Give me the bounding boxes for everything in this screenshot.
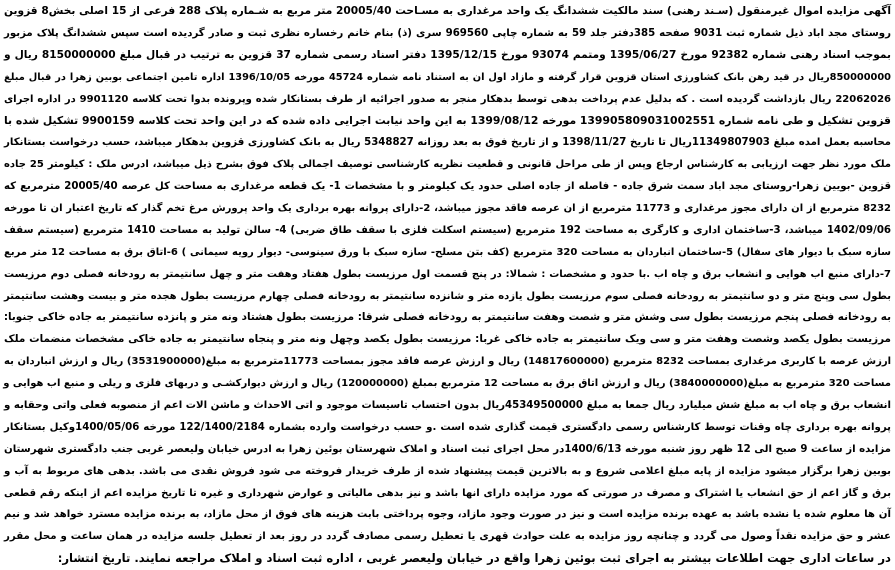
notice-line: 8232 مترمربع از ان دارای مجوز مرغداری و 11773 مترمربع از ان عرصه فاقد مجوز میباشد، 2-دارای پروانه بهره برداری یک واحد پرورش مرغ تخم گذار که تاریخ اعتبار ان تا مورخه <box>4 203 891 215</box>
notice-line: پروانه بهره برداری چاه وقنات توسط کارشناس رسمی دادگستری قیمت گذاری شده است .و حسب درخواست وارده بشماره 122/1400/2184 مورخه 1400/05/06وکیل بستانکار <box>4 421 891 433</box>
notice-line: مرزیست بطول یکصد وشصت وهفت متر و سی ویک سانتیمتر به جاده خاکی غربا: مرزیست بطول یکصد وچهل ونه متر و پنجاه سانتیمتر به جاده خاکی مشخصات منضمات ملک <box>4 333 891 346</box>
notice-line: بموجب اسناد رهنی شماره 92382 مورخ 1395/06/27 ومتمم 93074 مورخ 1395/12/15 دفتر اسناد رسمی شماره 37 قزوین به ترتیب در قبال مبلغ 8150000000 ریال و <box>4 48 892 61</box>
notice-line: مساحت 320 مترمربع به مبلغ(3840000000) ریال و ارزش اتاق برق به مساحت 12 مترمربع بمبلغ (120000000) ریال و ارزش دیوارکشـی و دربهای فلزی و ریلی و منبع اب هوایی و <box>3 378 891 390</box>
notice-line: روستای مجد اباد ذیل شماره ثبت 9031 صفحه 385دفتر جلد 59 به شماره چاپی 969560 سری (ذ) بنام خانم رخساره نظری ثبت و صادر گردیده است سپس ششدانگ پلاک مزبور <box>4 27 891 39</box>
notice-line: بوبین زهرا برگزار میشود مزایده از پایه مبلغ اعلامی شروع و به بالاترین قیمت پیشنهاد شده از طرف خریدار فروخته می شود فروش نقدی می باشد. بدهی های مربوط به آب و <box>4 465 891 477</box>
notice-line: ملک مورد نظر جهت ارزیابی به کارشناس ارجاع وپس از طی مراحل قانونی و قطعیت نظریه کارشناسی توصیف اجمالی پلاک فوق بشرح ذیل میباشد، ادرس ملک : کیلومتر 25 جاده <box>4 159 891 171</box>
notice-line: 7-دارای منبع اب هوایی و انشعاب برق و چاه اب .با حدود و مشخصات : شمالا: در پنج قسمت اول مرزیست بطول هفتاد وهفت متر و چهل سانتیمتر به رودخانه فصلی دوم مرزیست <box>4 268 891 280</box>
notice-line: مزایده از ساعت 9 صبح الی 12 ظهر روز شنبه مورخه 1400/6/13در محل اجرای ثبت اسناد و املاک شهرستان بوئین زهرا به ادرس خیابان ولیعصر غربی جنب دادگستری شهرستان <box>4 443 891 455</box>
notice-line: 1402/09/06 میباشد، 3-ساختمان اداری و کارگری به مساحت 192 مترمربع (سیستم اسکلت فلزی با سقف طاق ضربی) 4- سالن تولید به مساحت 1410 مترمربع (سیستم سقف <box>4 224 891 236</box>
notice-line: بطول سی وپنج متر و دو سانتیمتر به رودخانه فصلی سوم مرزیست بطول یازده متر و شانزده سانتیمتر به رودخانه فصلی چهارم مرزیست بطول هجده متر و بیست وهشت سانتیمتر <box>4 290 891 302</box>
notice-line: محاسبه بعمل امده مبلغ 11349807903ریال تا تاریخ 1398/11/27 و از تاریخ فوق به بعد روزانه 5348827 ریال به بانک کشاورزی قزوین بدهکار میباشد، حسب درخواست بستانکار <box>4 137 891 149</box>
notice-line: به رودخانه فصلی پنجم مرزیست بطول سی وشش متر و شصت وهفت سانتیمتر به رودخانه فصلی شرقا: مرزیست بطول هشتاد ونه متر و پانزده سانتیمتر به جاده خاکی جنوبا: <box>3 311 891 324</box>
notice-line: برق و گاز اعم از حق انشعاب یا اشتراک و مصرف در صورتی که مورد مزایده دارای انها باشد و نیز بدهی مالیاتی و عوارض شهرداری و غیره تا تاریخ مزایده اعم از اینکه رقم قطعی <box>4 487 891 499</box>
notice-line: آن ها معلوم شده یا نشده باشد به عهده برنده مزایده است و نیز در صورت وجود مازاد، وجوه پرداختی بابت هزینه های فوق از محل مازاد، به برنده مزایده مسترد خواهد شد و نیم <box>4 509 891 521</box>
notice-line: 22062026 ریال بازداشت گردیده است . که بدلیل عدم پرداخت بدهی توسط بدهکار منجر به صدور اجرائیه از طرف بستانکار شده وپرونده بدوا تحت کلاسه 9901120 در اداره اجرای <box>4 93 891 105</box>
notice-line: عشر و حق مزایده نقداً وصول می گردد و چنانچه روز مزایده به علت حوادث قهری یا تعطیل رسمی مصادف گردد در روز بعد از تعطیل جلسه مزایده در همان ساعت و محل مقرر <box>4 531 891 543</box>
notice-line: سازه سبک با دیوار های سفال) 5-ساختمان انباردان به مساحت 320 مترمربع (کف بتن مسلح- سازه سبک با ورق سینوسی- دیوار رویه سیمانی ) 6-اتاق برق به مساحت 12 متر مربع <box>4 246 891 258</box>
notice-line: قزوین -بویین زهرا-روستای مجد اباد سمت شرق جاده - فاصله از جاده اصلی حدود یک کیلومتر و با مشخصات 1- یک قطعه مرغداری به مساحت کل عرصه 20005/40 مترمربع که <box>4 181 892 193</box>
notice-line: ارزش عرصه با کاربری مرغداری بمساحت 8232 مترمربع (14817600000) ریال و ارزش عرصه فاقد مجوز بمساحت 11773مترمربع به مبلغ(3531900000) ریال و ارزش انباردان به <box>4 356 892 368</box>
notice-line: انشعاب برق و چاه اب به مبلغ شش میلیارد ریال جمعا به مبلغ 45349500000ریال بدون احتساب تاسیسات موجود و اتی الاحداث و ماشن الات اعم از منصوبه فعلی واتی وحقابه و <box>4 400 891 412</box>
notice-line: 850000000ریال در قید رهن بانک کشاورزی استان قزوین قرار گرفته و مازاد اول ان به استناد نامه شماره 45724 مورخه 1396/10/05 اداره تامین اجتماعی بوبین زهرا در قبال مبلغ <box>4 71 891 83</box>
notice-line: قزوین تشکیل و طی نامه شماره 139905809031002551 مورخه 1399/08/12 به این واحد نیابت اجرایی داده شده که در این واحد تحت کلاسه 9900159 تشکیل شده با <box>4 114 891 128</box>
notice-line: آگهی مزایده اموال غیرمنقول (سـند رهنی) سند مالکیت ششدانگ یک واحد مرغداری به مسـاحت 20005/40 متر مربع به شـماره پلاک 288 فرعی از 15 اصلی بخش8 قزوین <box>4 5 891 17</box>
notice-line: در ساعات اداری جهت اطلاعات بیشتر به اجرای ثبت بوئین زهرا واقع در خیابان ولیعصر غربی ، اداره ثبت اسناد و املاک مراجعه نمایند. تاریخ انتشار: <box>57 551 891 566</box>
